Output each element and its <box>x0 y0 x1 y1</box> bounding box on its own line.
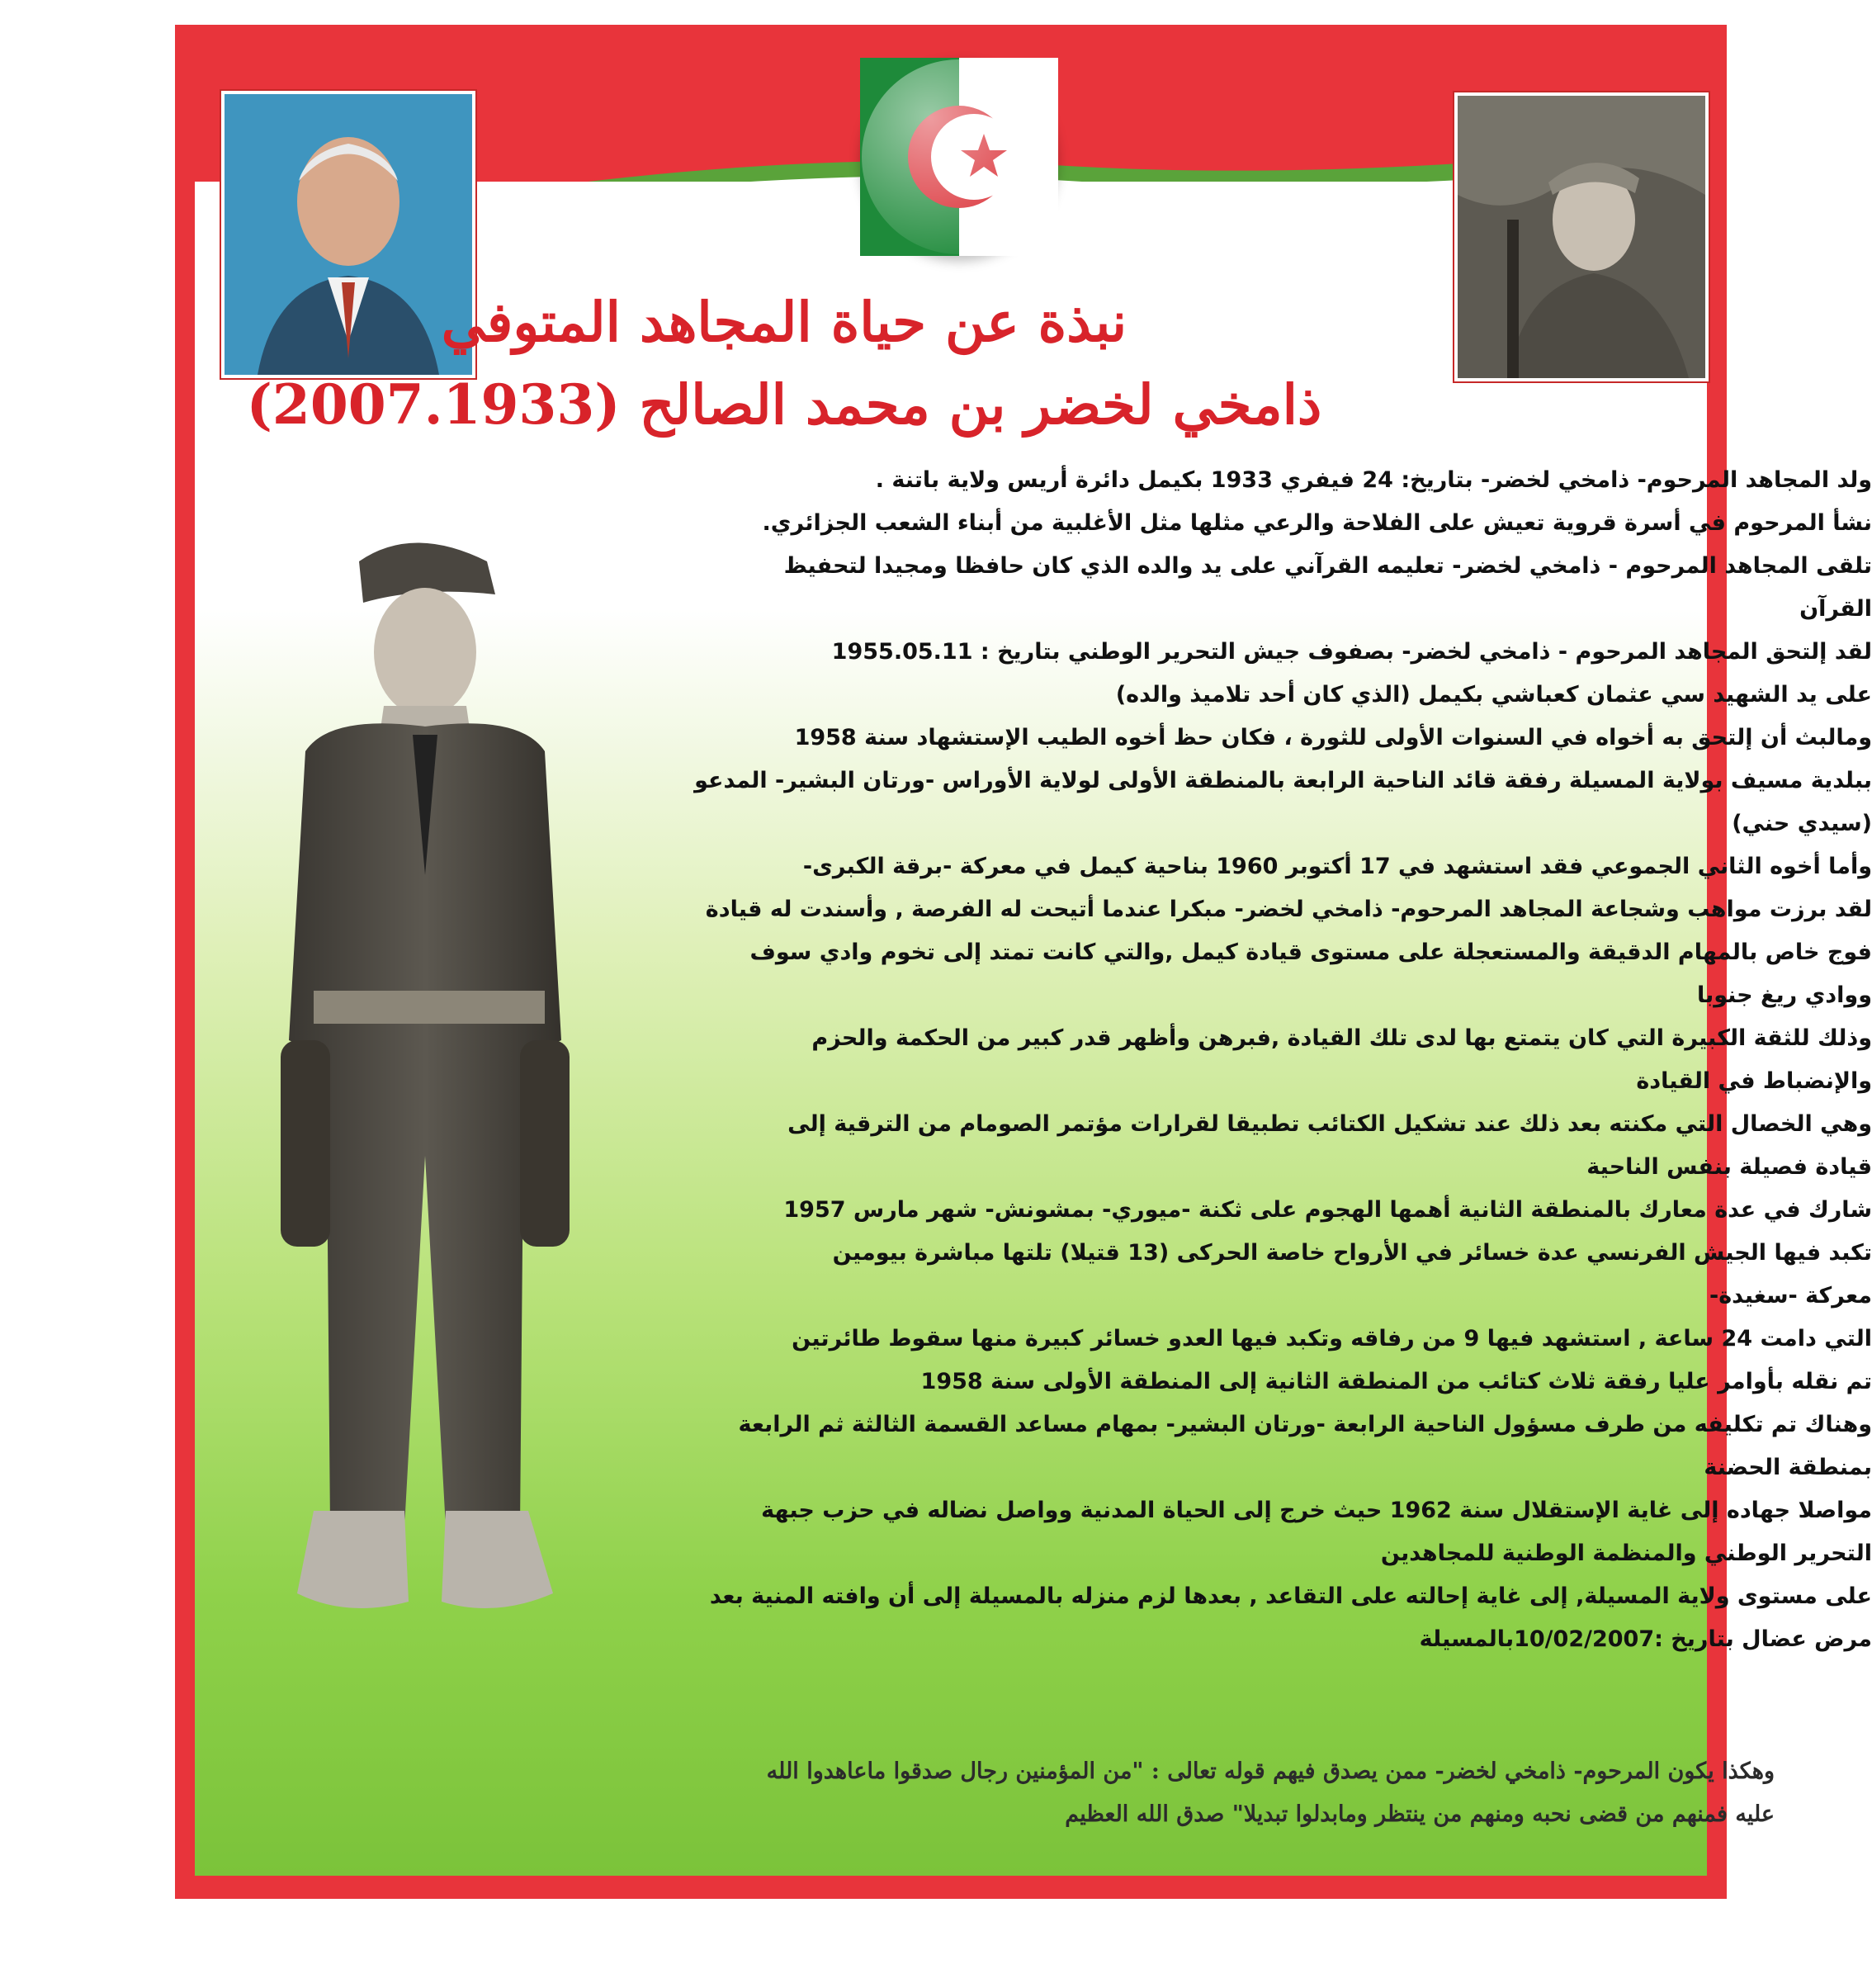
bio-line: مواصلا جهاده إلى غاية الإستقلال سنة 1962 حيث خرج إلى الحياة المدنية وواصل نضاله في حزب جبهة <box>761 1498 1872 1523</box>
bio-line: نشأ المرحوم في أسرة قروية تعيش على الفلاحة والرعي مثلها مثل الأغلبية من أبناء الشعب الجزائري. <box>762 510 1872 536</box>
biography-text <box>373 459 1872 1788</box>
bio-line: وذلك للثقة الكبيرة التي كان يتمتع بها لدى تلك القيادة ,فبرهن وأظهر قدر كبير من الحكمة والحزم <box>811 1025 1872 1051</box>
bio-line: لقد برزت مواهب وشجاعة المجاهد المرحوم- ذامخي لخضر- مبكرا عندما أتيحت له الفرصة , وأسندت له قيادة <box>705 897 1872 922</box>
bio-line: ووادي ريغ جنوبا <box>1696 982 1872 1008</box>
title-line-1: نبذة عن حياة المجاهد المتوفي <box>441 290 1127 354</box>
bio-line: لقد إلتحق المجاهد المرحوم - ذامخي لخضر- بصفوف جيش التحرير الوطني بتاريخ : 1955.05.11 <box>831 639 1872 665</box>
bio-line: فوج خاص بالمهام الدقيقة والمستعجلة على مستوى قيادة كيمل ,والتي كانت تمتد إلى تخوم وادي سوف <box>749 940 1872 965</box>
bio-line: وأما أخوه الثاني الجموعي فقد استشهد في 17 أكتوبر 1960 بناحية كيمل في معركة -برقة الكبرى- <box>802 854 1872 879</box>
page-title <box>165 281 1403 446</box>
closing-verse <box>182 1750 1775 1836</box>
bio-line: قيادة فصيلة بنفس الناحية <box>1586 1154 1872 1180</box>
flag-emblem-icon <box>860 58 1058 256</box>
bio-line: تلقى المجاهد المرحوم - ذامخي لخضر- تعليمه القرآني على يد والده الذي كان حافظا ومجيدا لتحفيظ <box>783 553 1872 579</box>
bio-line: (سيدي حني) <box>1732 811 1872 836</box>
bio-line: ولد المجاهد المرحوم- ذامخي لخضر- بتاريخ: 24 فيفري 1933 بكيمل دائرة أريس ولاية باتنة . <box>875 467 1872 493</box>
bio-line: شارك في عدة معارك بالمنطقة الثانية أهمها الهجوم على ثكنة -ميوري- بمشونش- شهر مارس 1957 <box>783 1197 1872 1223</box>
bio-line: وهناك تم تكليفه من طرف مسؤول الناحية الرابعة -ورتان البشير- بمهام مساعد القسمة الثالثة ثم الرابعة <box>738 1412 1872 1437</box>
bio-line: ومالبث أن إلتحق به أخواه في السنوات الأولى للثورة ، فكان حظ أخوه الطيب الإستشهاد سنة 1958 <box>794 725 1872 750</box>
title-line-2: ذامخي لخضر بن محمد الصالح (2007.1933) <box>246 372 1322 437</box>
young-soldier-portrait-image <box>1458 96 1705 378</box>
bio-line: التحرير الوطني والمنظمة الوطنية للمجاهدين <box>1380 1541 1872 1566</box>
bio-line: بمنطقة الحضنة <box>1704 1455 1872 1480</box>
bio-line: معركة -سغيدة- <box>1709 1283 1872 1309</box>
young-soldier-portrait-photo <box>1454 92 1709 381</box>
bio-line: وهي الخصال التي مكنته بعد ذلك عند تشكيل الكتائب تطبيقا لقرارات مؤتمر الصومام من الترقية إلى <box>787 1111 1872 1137</box>
closing-line: عليه فمنهم من قضى نحبه ومنهم من ينتظر ومابدلوا تبديلا" صدق الله العظيم <box>1065 1801 1775 1827</box>
bio-line: على مستوى ولاية المسيلة, إلى غاية إحالته على التقاعد , بعدها لزم منزله بالمسيلة إلى أن وافته المنية بعد <box>709 1583 1872 1609</box>
algerian-flag-emblem <box>860 58 1058 256</box>
closing-line: وهكذا يكون المرحوم- ذامخي لخضر- ممن يصدق فيهم قوله تعالى : "من المؤمنين رجال صدقوا ماعاهدوا الله <box>766 1758 1775 1784</box>
bio-line: ببلدية مسيف بولاية المسيلة رفقة قائد الناحية الرابعة بالمنطقة الأولى لولاية الأوراس -ورتان البشير- المدعو <box>694 768 1872 793</box>
bio-line: على يد الشهيد سي عثمان كعباشي بكيمل (الذي كان أحد تلاميذ والده) <box>1115 682 1872 708</box>
bio-line: التي دامت 24 ساعة , استشهد فيها 9 من رفاقه وتكبد فيها العدو خسائر كبيرة منها سقوط طائرتين <box>792 1326 1872 1351</box>
bio-line: تكبد فيها الجيش الفرنسي عدة خسائر في الأرواح خاصة الحركى (13 قتيلا) تلتها مباشرة بيومين <box>832 1240 1872 1266</box>
bio-line: والإنضباط في القيادة <box>1636 1068 1872 1094</box>
bio-line: تم نقله بأوامر عليا رفقة ثلاث كتائب من المنطقة الثانية إلى المنطقة الأولى سنة 1958 <box>920 1369 1872 1394</box>
bio-line: مرض عضال بتاريخ :10/02/2007بالمسيلة <box>1419 1626 1872 1652</box>
bio-line: القرآن <box>1799 596 1872 622</box>
